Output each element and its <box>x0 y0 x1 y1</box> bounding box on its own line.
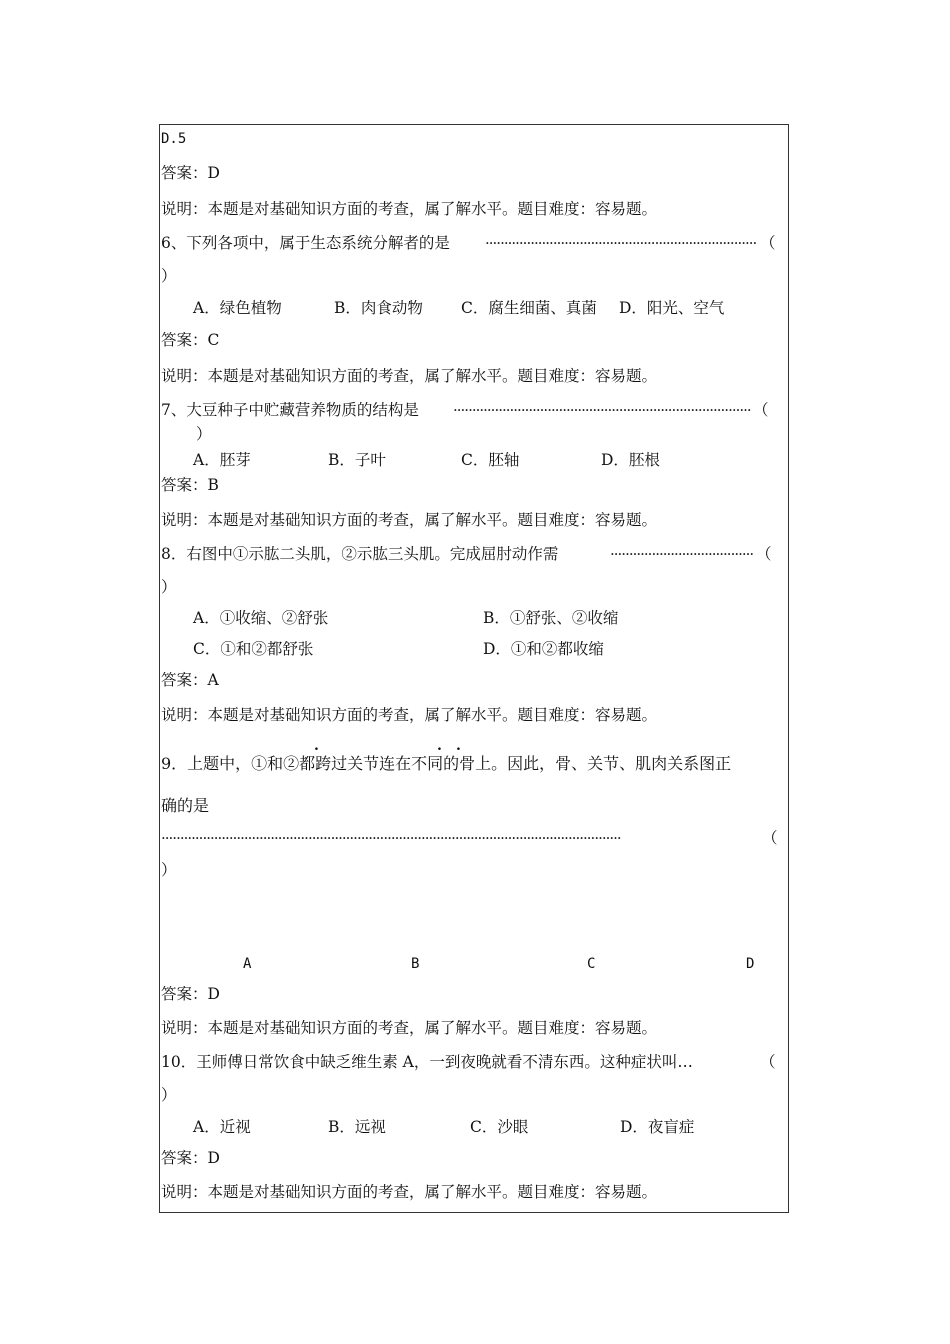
q9-figure-label-d: D <box>746 956 755 972</box>
q8-stem: 8．右图中①示肱二头肌，②示肱三头肌。完成屈肘动作需 <box>161 545 559 563</box>
q10-paren-open: （ <box>760 1053 776 1071</box>
q10-note: 说明：本题是对基础知识方面的考查，属了解水平。题目难度：容易题。 <box>161 1183 658 1201</box>
emphasis-dot: . <box>314 738 319 754</box>
q8-answer: 答案：A <box>161 671 219 689</box>
q6-paren-open: （ <box>760 234 776 252</box>
q5-answer: 答案：D <box>161 164 220 182</box>
q7-note: 说明：本题是对基础知识方面的考查，属了解水平。题目难度：容易题。 <box>161 511 658 529</box>
q10-option-d: D．夜盲症 <box>620 1118 695 1136</box>
q7-answer: 答案：B <box>161 476 219 494</box>
q6-option-d: D．阳光、空气 <box>619 299 725 317</box>
q7-stem: 7、大豆种子中贮藏营养物质的结构是 <box>161 401 419 419</box>
q9-stem-line2: 确的是 <box>161 796 210 815</box>
q10-option-b: B．远视 <box>328 1118 386 1136</box>
q6-paren-close: ） <box>161 267 177 285</box>
q9-answer: 答案：D <box>161 985 220 1003</box>
q7-option-d: D．胚根 <box>601 451 660 469</box>
q7-paren-open: （ <box>753 401 769 419</box>
q9-paren-close: ） <box>161 861 177 879</box>
q8-paren-open: （ <box>756 545 772 563</box>
q8-leader-dots <box>610 544 753 564</box>
q6-leader-dots <box>485 233 757 253</box>
q9-figure-label-a: A <box>243 956 252 972</box>
q6-option-b: B．肉食动物 <box>334 299 423 317</box>
q9-stem-line1: 9．上题中，①和②都跨过关节连在不同的骨上。因此，骨、关节、肌肉关系图正 <box>161 754 732 773</box>
emphasis-dot: . <box>456 738 461 754</box>
q7-leader-dots <box>453 400 751 420</box>
q10-paren-close: ） <box>161 1086 177 1104</box>
q8-option-a: A．①收缩、②舒张 <box>193 609 329 627</box>
q6-note: 说明：本题是对基础知识方面的考查，属了解水平。题目难度：容易题。 <box>161 367 658 385</box>
q9-figure-label-b: B <box>411 956 420 972</box>
q6-answer: 答案：C <box>161 331 220 349</box>
q10-stem: 10．王师傅日常饮食中缺乏维生素 A，一到夜晚就看不清东西。这种症状叫… <box>161 1053 693 1071</box>
q10-answer: 答案：D <box>161 1149 220 1167</box>
q9-note: 说明：本题是对基础知识方面的考查，属了解水平。题目难度：容易题。 <box>161 1019 658 1037</box>
q5-option-d: D.5 <box>161 131 187 147</box>
q5-note: 说明：本题是对基础知识方面的考查，属了解水平。题目难度：容易题。 <box>161 200 658 218</box>
q6-option-c: C．腐生细菌、真菌 <box>461 299 597 317</box>
q8-paren-close: ） <box>161 578 177 596</box>
q8-option-b: B．①舒张、②收缩 <box>483 609 619 627</box>
q9-paren-open: （ <box>762 829 778 847</box>
q8-note: 说明：本题是对基础知识方面的考查，属了解水平。题目难度：容易题。 <box>161 706 658 724</box>
q9-leader-dots <box>161 828 759 848</box>
q7-option-b: B．子叶 <box>328 451 386 469</box>
q10-option-a: A．近视 <box>193 1118 251 1136</box>
emphasis-dot: . <box>437 738 442 754</box>
q7-option-c: C．胚轴 <box>461 451 520 469</box>
q7-paren-close: ） <box>196 425 212 443</box>
q8-option-d: D．①和②都收缩 <box>483 640 604 658</box>
q10-option-c: C．沙眼 <box>470 1118 529 1136</box>
q7-option-a: A．胚芽 <box>193 451 251 469</box>
q6-option-a: A．绿色植物 <box>193 299 282 317</box>
q6-stem: 6、下列各项中，属于生态系统分解者的是 <box>161 234 450 252</box>
question-table-frame <box>159 124 789 1213</box>
q8-option-c: C．①和②都舒张 <box>193 640 314 658</box>
q9-figure-label-c: C <box>587 956 596 972</box>
